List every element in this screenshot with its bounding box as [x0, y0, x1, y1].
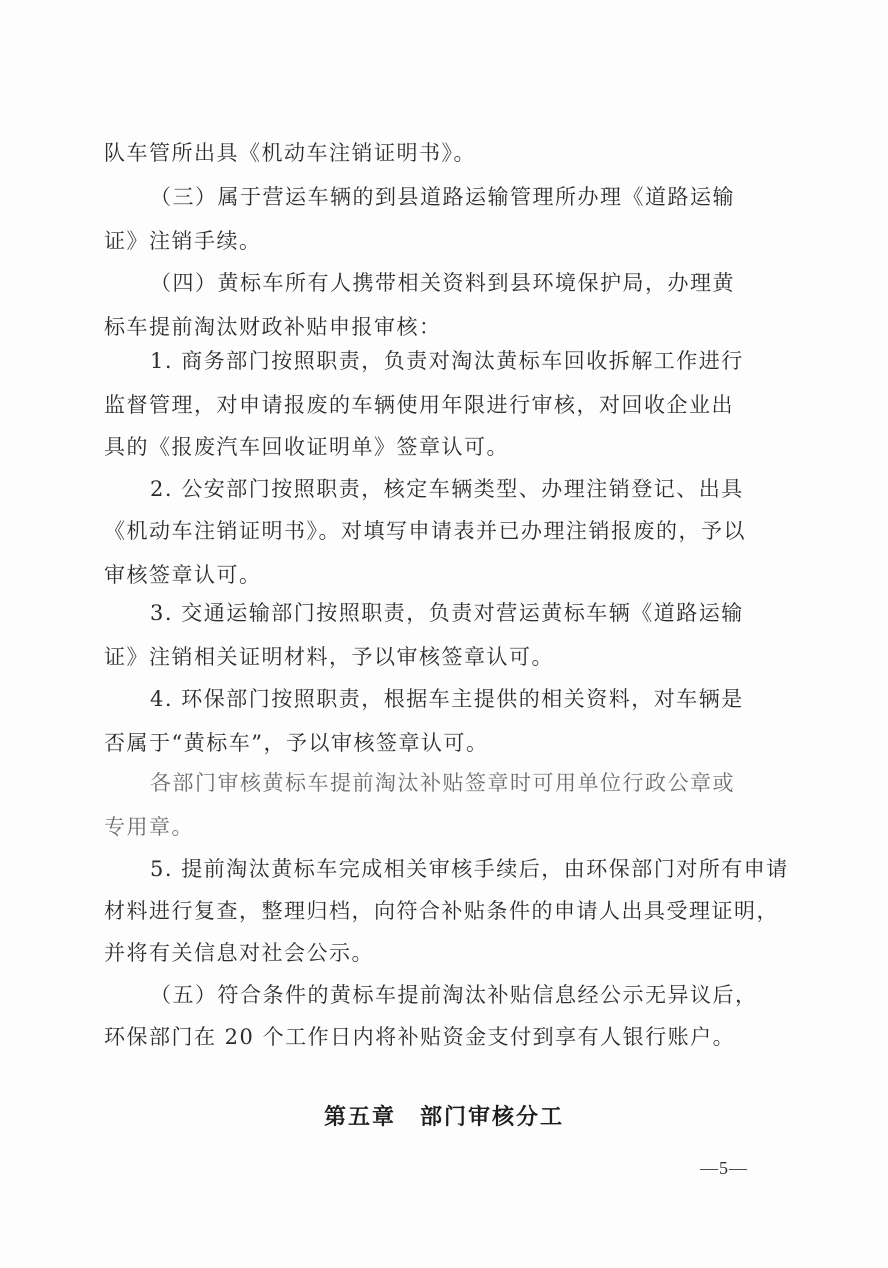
text-line: 环保部门在 20 个工作日内将补贴资金支付到享有人银行账户。	[104, 1025, 736, 1049]
text-line: 各部门审核黄标车提前淘汰补贴签章时可用单位行政公章或	[150, 771, 735, 795]
text-line: 1. 商务部门按照职责，负责对淘汰黄标车回收拆解工作进行	[150, 349, 744, 373]
text-line: 证》注销手续。	[104, 229, 262, 253]
text-line: 证》注销相关证明材料，予以审核签章认可。	[104, 645, 554, 669]
text-line: 5. 提前淘汰黄标车完成相关审核手续后，由环保部门对所有申请	[150, 857, 789, 881]
text-line: 否属于“黄标车”，予以审核签章认可。	[104, 731, 489, 755]
text-line: 4. 环保部门按照职责，根据车主提供的相关资料，对车辆是	[150, 687, 744, 711]
text-line: 《机动车注销证明书》。对填写申请表并已办理注销报废的，予以	[104, 519, 746, 543]
text-line: 具的《报废汽车回收证明单》签章认可。	[104, 435, 509, 459]
text-line: （三）属于营运车辆的到县道路运输管理所办理《道路运输	[150, 185, 735, 209]
text-line: 并将有关信息对社会公示。	[104, 941, 374, 965]
text-line: （五）符合条件的黄标车提前淘汰补贴信息经公示无异议后，	[150, 983, 758, 1007]
text-line: 审核签章认可。	[104, 563, 262, 587]
text-line: 材料进行复查，整理归档，向符合补贴条件的申请人出具受理证明，	[104, 899, 779, 923]
text-line: 2. 公安部门按照职责，核定车辆类型、办理注销登记、出具	[150, 477, 744, 501]
text-line: 专用章。	[104, 815, 194, 839]
text-line: 标车提前淘汰财政补贴申报审核：	[104, 315, 442, 339]
text-line: （四）黄标车所有人携带相关资料到县环境保护局，办理黄	[150, 271, 735, 295]
text-line: 队车管所出具《机动车注销证明书》。	[104, 141, 476, 165]
text-line: 监督管理，对申请报废的车辆使用年限进行审核，对回收企业出	[104, 393, 734, 417]
text-line: 3. 交通运输部门按照职责，负责对营运黄标车辆《道路运输	[150, 601, 744, 625]
chapter-title: 第五章 部门审核分工	[323, 1105, 564, 1130]
page-number: —5—	[700, 1158, 748, 1178]
